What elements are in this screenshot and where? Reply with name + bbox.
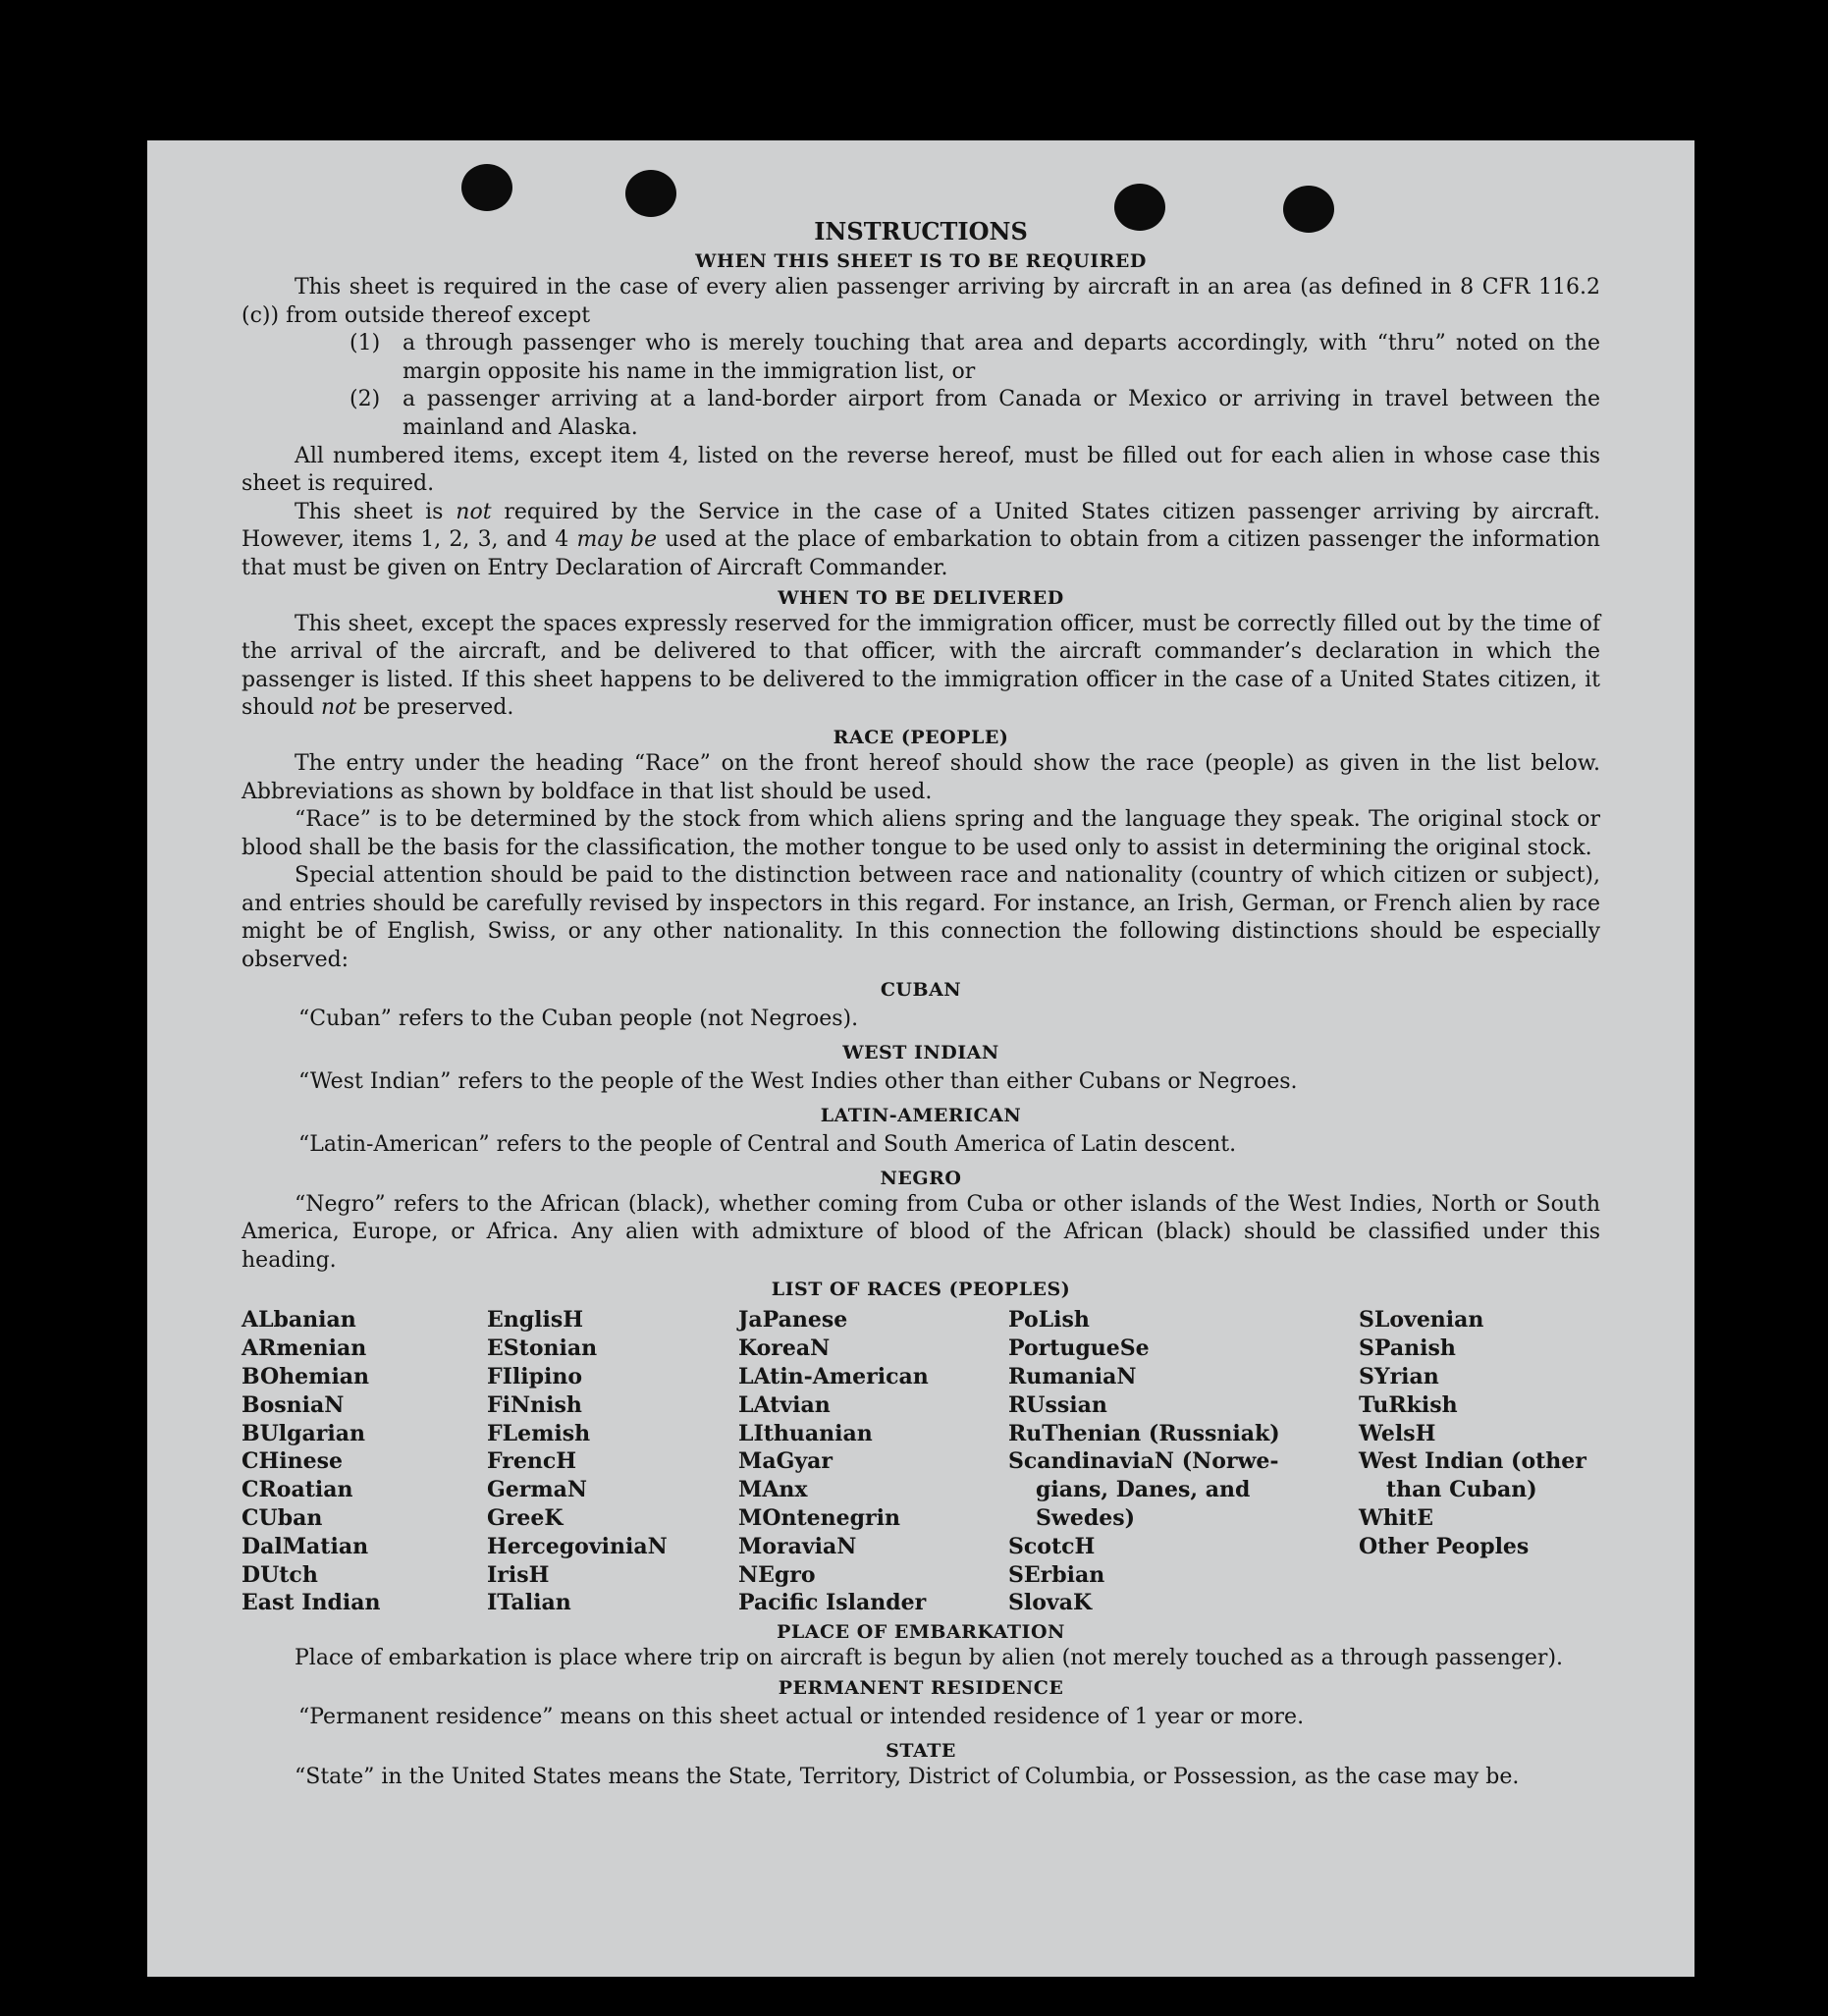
race-entry: MAnx bbox=[738, 1477, 808, 1503]
race-entry: WhitE bbox=[1359, 1505, 1433, 1532]
paragraph bbox=[242, 611, 1600, 723]
definition-text: “Permanent residence” means on this sheet actual or intended residence of 1 year or more. bbox=[298, 1704, 1305, 1729]
text-run: This sheet is bbox=[295, 499, 444, 524]
definition-text: “West Indian” refers to the people of the West Indies other than either Cubans or Negroes. bbox=[298, 1068, 1298, 1094]
race-entry: FIlipino bbox=[487, 1364, 583, 1390]
race-entry: WelsH bbox=[1359, 1420, 1436, 1446]
paragraph: “Negro” refers to the African (black), whether coming from Cuba or other islands of the West Indies, North or South America, Europe, or Africa. Any alien with admixture of blood of the African (black) should be classified under this heading. bbox=[242, 1191, 1600, 1273]
race-entry: BUlgarian bbox=[242, 1420, 365, 1446]
document-content bbox=[242, 217, 1600, 1791]
race-entry: MoraviaN bbox=[738, 1533, 857, 1559]
paragraph: “State” in the United States means the State, Territory, District of Columbia, or Possession, as the case may be. bbox=[295, 1764, 1520, 1789]
races-column bbox=[487, 1306, 738, 1617]
race-entry: SErbian bbox=[1008, 1561, 1105, 1588]
race-entry: West Indian (other bbox=[1359, 1448, 1586, 1475]
race-entry: PortugueSe bbox=[1008, 1335, 1150, 1362]
race-entry: FLemish bbox=[487, 1420, 591, 1446]
paragraph: All numbered items, except item 4, listed on the reverse hereof, must be filled out for each alien in whose case this sheet is required. bbox=[242, 443, 1600, 497]
emphasis-text: not bbox=[321, 695, 357, 721]
race-entry: SPanish bbox=[1359, 1335, 1456, 1362]
race-entry: MOntenegrin bbox=[738, 1505, 900, 1532]
race-entry: BosniaN bbox=[242, 1391, 345, 1418]
text-run: used at the place of embarkation to obtain from a citizen passenger the information that must be given on Entry Declaration of Aircraft Commander. bbox=[242, 527, 1600, 580]
race-entry: ScotcH bbox=[1008, 1533, 1096, 1559]
race-entry: Swedes) bbox=[1036, 1505, 1135, 1532]
section-heading-when-required: WHEN THIS SHEET IS TO BE REQUIRED bbox=[695, 250, 1147, 272]
list-item bbox=[349, 330, 1600, 386]
race-entry: JaPanese bbox=[738, 1307, 848, 1334]
race-entry: CHinese bbox=[242, 1448, 344, 1475]
race-entry: ARmenian bbox=[242, 1335, 367, 1362]
text-run: required by the Service in the case of a United States citizen passenger arriving by aircraft. However, items 1, 2, 3, and 4 bbox=[242, 499, 1601, 553]
race-entry: East Indian bbox=[242, 1590, 381, 1616]
race-entry: ScandinaviaN (Norwe- bbox=[1008, 1448, 1279, 1475]
list-item bbox=[349, 386, 1600, 442]
race-entry: IrisH bbox=[487, 1561, 550, 1588]
race-entry: SYrian bbox=[1359, 1364, 1439, 1390]
page-title: INSTRUCTIONS bbox=[814, 217, 1028, 245]
races-column bbox=[738, 1306, 1008, 1617]
text-run: This sheet, except the spaces expressly reserved for the immigration officer, must be correctly filled out by the time of the arrival of the aircraft, and be delivered to that officer, with the aircraft commander’s declaration in which the passenger is listed. If this sheet happens to be delivered to the immigration officer in the case of a United States citizen, it should bbox=[242, 611, 1600, 721]
race-entry: TuRkish bbox=[1359, 1391, 1458, 1418]
race-entry: CUban bbox=[242, 1505, 323, 1532]
race-entry: FrencH bbox=[487, 1448, 576, 1475]
section-heading-when-delivered: WHEN TO BE DELIVERED bbox=[778, 586, 1064, 609]
punch-hole bbox=[461, 164, 512, 211]
definition-text: “Latin-American” refers to the people of Central and South America of Latin descent. bbox=[298, 1131, 1237, 1157]
paragraph: Place of embarkation is place where trip on aircraft is begun by alien (not merely touched as a through passenger). bbox=[295, 1646, 1564, 1671]
item-text: a passenger arriving at a land-border airport from Canada or Mexico or arriving in travel between the mainland and Alaska. bbox=[403, 387, 1600, 440]
paragraph: Special attention should be paid to the distinction between race and nationality (country of which citizen or subject), and entries should be carefully revised by inspectors in this regard. For instance, an Irish, German, or French alien by race might be of English, Swiss, or any other nationality. In this connection the following distinctions should be especially observed: bbox=[242, 863, 1600, 973]
section-heading-list-of-races: LIST OF RACES (PEOPLES) bbox=[771, 1279, 1071, 1301]
race-entry: FiNnish bbox=[487, 1391, 582, 1418]
document-sheet bbox=[147, 140, 1694, 1977]
race-entry: SLovenian bbox=[1359, 1307, 1484, 1334]
section-heading-negro: NEGRO bbox=[880, 1167, 962, 1189]
section-heading-race: RACE (PEOPLE) bbox=[833, 726, 1009, 748]
race-entry: ITalian bbox=[487, 1590, 571, 1616]
race-entry: RUssian bbox=[1008, 1391, 1107, 1418]
section-heading-state: STATE bbox=[886, 1739, 956, 1762]
emphasis-text: not bbox=[456, 499, 492, 524]
definition-text: “Cuban” refers to the Cuban people (not Negroes). bbox=[298, 1006, 859, 1031]
race-entry: GreeK bbox=[487, 1505, 564, 1532]
item-text: a through passenger who is merely touching that area and departs accordingly, with “thru” noted on the margin opposite his name in the immigration list, or bbox=[403, 331, 1600, 384]
paragraph: The entry under the heading “Race” on the front hereof should show the race (people) as given in the list below. Abbreviations as shown by boldface in that list should be used. bbox=[242, 750, 1600, 804]
paragraph: This sheet is required in the case of every alien passenger arriving by aircraft in an area (as defined in 8 CFR 116.2 (c)) from outside thereof except bbox=[242, 275, 1600, 328]
section-heading-embarkation: PLACE OF EMBARKATION bbox=[777, 1621, 1065, 1644]
races-column bbox=[1359, 1306, 1600, 1617]
race-entry: SlovaK bbox=[1008, 1590, 1093, 1616]
race-entry: Other Peoples bbox=[1359, 1533, 1530, 1559]
item-number: (2) bbox=[349, 387, 381, 412]
race-entry: ALbanian bbox=[242, 1307, 356, 1334]
race-entry: RumaniaN bbox=[1008, 1364, 1137, 1390]
race-entry: LIthuanian bbox=[738, 1420, 873, 1446]
race-entry: LAtvian bbox=[738, 1391, 831, 1418]
race-entry: DalMatian bbox=[242, 1533, 369, 1559]
emphasis-text: may be bbox=[576, 527, 658, 553]
section-heading-residence: PERMANENT RESIDENCE bbox=[778, 1676, 1064, 1699]
text-run: be preserved. bbox=[363, 695, 514, 721]
races-list bbox=[242, 1306, 1600, 1617]
race-entry: RuThenian (Russniak) bbox=[1008, 1420, 1280, 1446]
race-entry: NEgro bbox=[738, 1561, 816, 1588]
race-entry: EStonian bbox=[487, 1335, 598, 1362]
race-entry: MaGyar bbox=[738, 1448, 833, 1475]
section-heading-latin-american: LATIN-AMERICAN bbox=[820, 1104, 1022, 1126]
item-number: (1) bbox=[349, 331, 381, 356]
races-column bbox=[1008, 1306, 1359, 1617]
paragraph bbox=[242, 499, 1600, 583]
section-heading-west-indian: WEST INDIAN bbox=[842, 1041, 999, 1063]
race-entry: KoreaN bbox=[738, 1335, 831, 1362]
paragraph: “Race” is to be determined by the stock from which aliens spring and the language they speak. The original stock or blood shall be the basis for the classification, the mother tongue to be used only to assist in determining the original stock. bbox=[242, 807, 1600, 860]
race-entry: Pacific Islander bbox=[738, 1590, 927, 1616]
races-column bbox=[242, 1306, 487, 1617]
race-entry: LAtin-American bbox=[738, 1364, 929, 1390]
race-entry: than Cuban) bbox=[1386, 1477, 1537, 1503]
race-entry: gians, Danes, and bbox=[1036, 1477, 1251, 1503]
section-heading-cuban: CUBAN bbox=[880, 978, 962, 1001]
race-entry: HercegoviniaN bbox=[487, 1533, 668, 1559]
race-entry: PoLish bbox=[1008, 1307, 1090, 1334]
race-entry: DUtch bbox=[242, 1561, 318, 1588]
race-entry: GermaN bbox=[487, 1477, 588, 1503]
race-entry: BOhemian bbox=[242, 1364, 370, 1390]
race-entry: CRoatian bbox=[242, 1477, 353, 1503]
punch-hole bbox=[625, 170, 676, 217]
race-entry: EnglisH bbox=[487, 1307, 584, 1334]
